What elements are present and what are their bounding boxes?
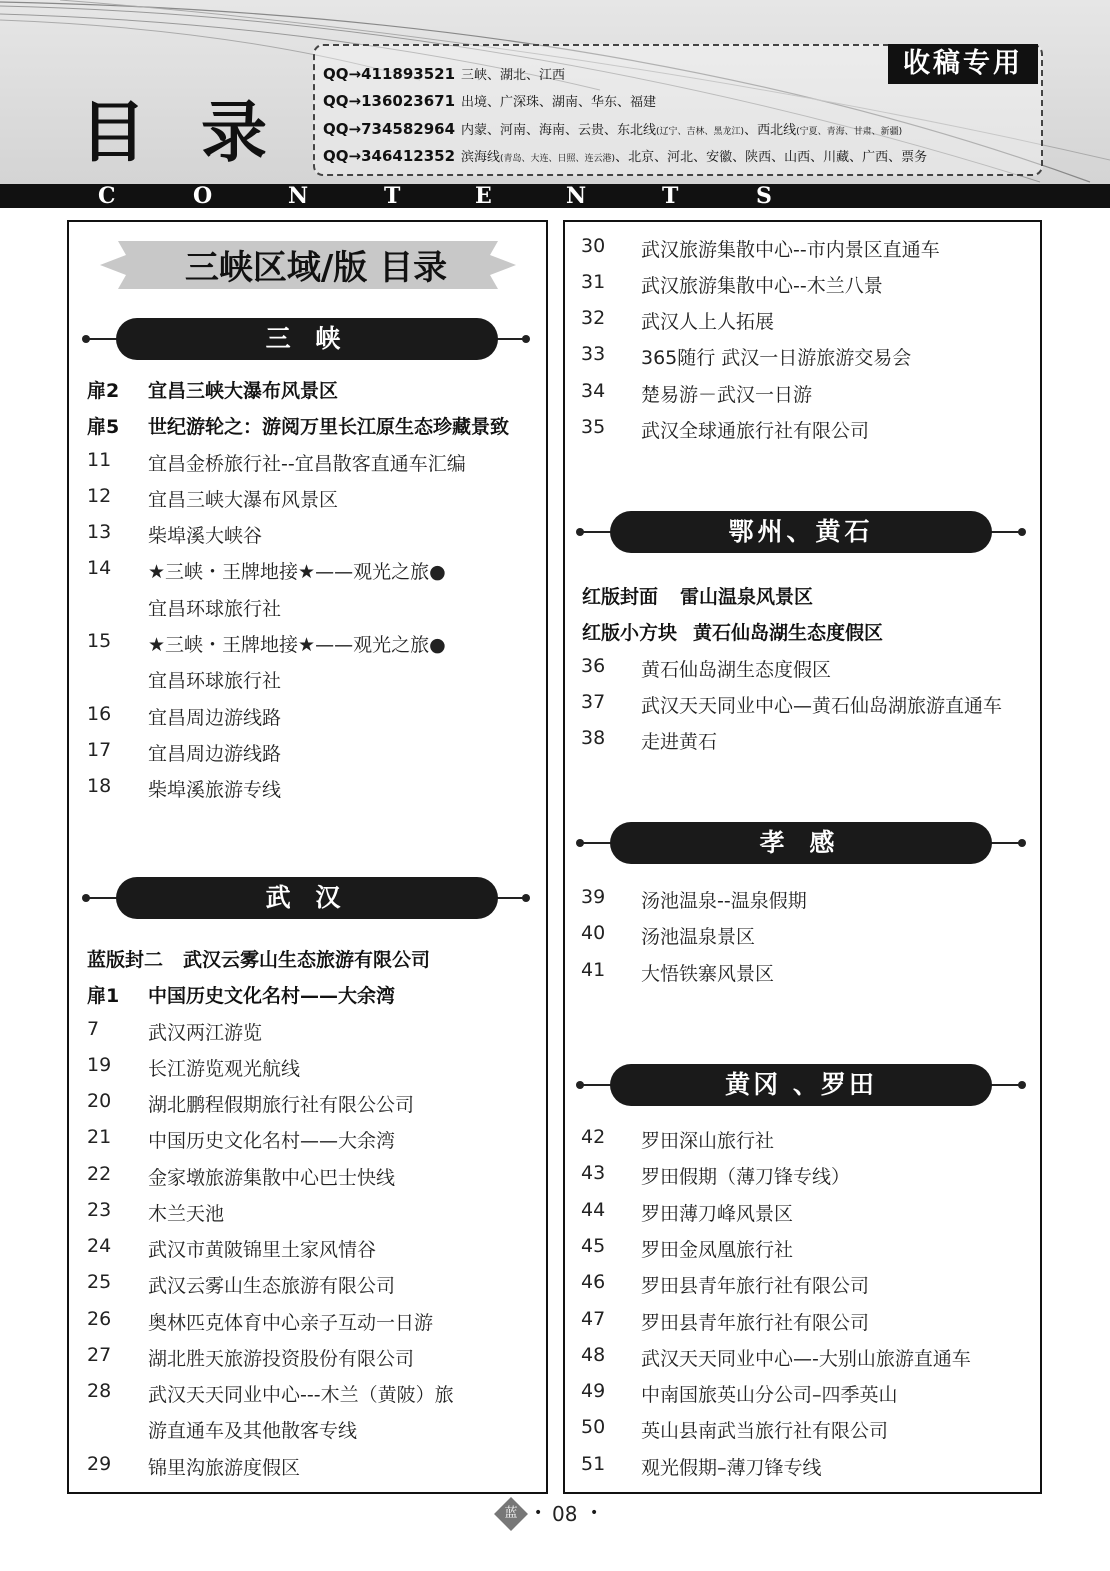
entry-page: 红版封面 bbox=[582, 586, 659, 608]
left-banner-title: 三峡区域/版 目录 bbox=[184, 248, 448, 288]
entry-title: 宜昌金桥旅行社--宜昌散客直通车汇编 bbox=[148, 453, 466, 475]
divider-dot bbox=[576, 839, 584, 847]
entry-title: 罗田县青年旅行社有限公司 bbox=[641, 1275, 870, 1297]
entry-page: 34 bbox=[581, 380, 606, 402]
qq-line-1 bbox=[323, 64, 565, 83]
entry-title: 锦里沟旅游度假区 bbox=[148, 1457, 301, 1479]
entry-title: 英山县南武当旅行社有限公司 bbox=[641, 1420, 889, 1442]
entry-title: 中国历史文化名村——大余湾 bbox=[148, 985, 396, 1007]
entry-page: 42 bbox=[581, 1126, 606, 1148]
entry-page: 31 bbox=[581, 271, 606, 293]
entry-page: 扉2 bbox=[87, 380, 120, 402]
entry-page: 29 bbox=[87, 1453, 112, 1475]
entry-title: 奥林匹克体育中心亲子互动一日游 bbox=[148, 1312, 434, 1334]
entry-page: 38 bbox=[581, 727, 606, 749]
entry-page: 35 bbox=[581, 416, 606, 438]
entry-title: 武汉旅游集散中心--木兰八景 bbox=[641, 275, 883, 297]
entry-title: 走进黄石 bbox=[641, 731, 718, 753]
entry-title: 武汉全球通旅行社有限公司 bbox=[641, 420, 870, 442]
entry-title: 武汉人上人拓展 bbox=[641, 311, 775, 333]
entry-title: 雷山温泉风景区 bbox=[680, 586, 814, 608]
entry-page: 15 bbox=[87, 630, 112, 652]
entry-page: 32 bbox=[581, 307, 606, 329]
entry-title: 柴埠溪旅游专线 bbox=[148, 779, 282, 801]
entry-title: 黄石仙岛湖生态度假区 bbox=[693, 622, 884, 644]
entry-page: 26 bbox=[87, 1308, 112, 1330]
entry-page: 27 bbox=[87, 1344, 112, 1366]
footer-badge-label: 蓝 bbox=[504, 1506, 518, 1521]
entry-page: 24 bbox=[87, 1235, 112, 1257]
entry-title: 楚易游－武汉一日游 bbox=[641, 384, 813, 406]
entry-title: 罗田金凤凰旅行社 bbox=[641, 1239, 794, 1261]
entry-page: 14 bbox=[87, 557, 112, 579]
entry-page: 18 bbox=[87, 775, 112, 797]
entry-title: 黄石仙岛湖生态度假区 bbox=[641, 659, 832, 681]
entry-page: 36 bbox=[581, 655, 606, 677]
entry-title: 大悟铁寨风景区 bbox=[641, 963, 775, 985]
entry-page: 23 bbox=[87, 1199, 112, 1221]
entry-page: 25 bbox=[87, 1271, 112, 1293]
entry-title: 宜昌三峡大瀑布风景区 bbox=[148, 380, 339, 402]
qq-regions: 、北京、河北、安徽、陕西、山西、川藏、广西、票务 bbox=[615, 150, 928, 165]
entry-title: 罗田薄刀峰风景区 bbox=[641, 1203, 794, 1225]
entry-title: 汤池温泉景区 bbox=[641, 926, 756, 948]
entry-title: 宜昌环球旅行社 bbox=[148, 670, 282, 692]
qq-regions: 出境、广深珠、湖南、华东、福建 bbox=[461, 95, 657, 110]
contents-letter: N bbox=[566, 183, 587, 209]
entry-page: 红版小方块 bbox=[582, 622, 678, 644]
divider-dot bbox=[522, 894, 530, 902]
divider-dot bbox=[1018, 839, 1026, 847]
entry-page: 41 bbox=[581, 959, 606, 981]
section-heading-xiaogan: 孝 感 bbox=[610, 822, 992, 864]
entry-page: 44 bbox=[581, 1199, 606, 1221]
divider-dot bbox=[576, 528, 584, 536]
entry-page: 扉1 bbox=[87, 985, 120, 1007]
entry-page: 30 bbox=[581, 235, 606, 257]
header bbox=[0, 0, 1110, 185]
entry-page: 47 bbox=[581, 1308, 606, 1330]
bullet-icon: • bbox=[590, 1505, 599, 1521]
entry-page: 37 bbox=[581, 691, 606, 713]
entry-title: 宜昌三峡大瀑布风景区 bbox=[148, 489, 339, 511]
entry-title: ★三峡・王牌地接★——观光之旅● bbox=[148, 561, 446, 583]
entry-page: 48 bbox=[581, 1344, 606, 1366]
contents-letter: E bbox=[475, 183, 492, 209]
entry-page: 扉5 bbox=[87, 416, 120, 438]
qq-regions: 、西北线 bbox=[744, 123, 797, 138]
qq-number: QQ→734582964 bbox=[323, 120, 456, 138]
entry-title: 长江游览观光航线 bbox=[148, 1058, 301, 1080]
entry-title: 木兰天池 bbox=[148, 1203, 225, 1225]
section-heading-huanggang-luotian: 黄冈 、罗田 bbox=[610, 1064, 992, 1106]
entry-title: 宜昌周边游线路 bbox=[148, 707, 282, 729]
qq-region-note: (宁夏、青海、甘肃、新疆) bbox=[796, 127, 903, 137]
section-heading-sanxia: 三 峡 bbox=[116, 318, 498, 360]
entry-page: 20 bbox=[87, 1090, 112, 1112]
entry-page: 33 bbox=[581, 343, 606, 365]
entry-title: 金家墩旅游集散中心巴士快线 bbox=[148, 1167, 396, 1189]
entry-title: 宜昌环球旅行社 bbox=[148, 598, 282, 620]
qq-line-2 bbox=[323, 91, 656, 110]
contents-letter: T bbox=[384, 183, 401, 209]
qq-number: QQ→411893521 bbox=[323, 65, 456, 83]
qq-regions: 内蒙、河南、海南、云贵、东北线 bbox=[461, 123, 657, 138]
entry-title: 武汉天天同业中心—黄石仙岛湖旅游直通车 bbox=[641, 695, 1003, 717]
contents-letter: S bbox=[756, 183, 772, 209]
entry-title: 中南国旅英山分公司–四季英山 bbox=[641, 1384, 898, 1406]
entry-title: 武汉天天同业中心—-大别山旅游直通车 bbox=[641, 1348, 971, 1370]
bullet-icon: • bbox=[534, 1505, 543, 1521]
entry-title: 湖北胜天旅游投资股份有限公司 bbox=[148, 1348, 415, 1370]
entry-title: 武汉云雾山生态旅游有限公司 bbox=[148, 1275, 396, 1297]
divider-dot bbox=[82, 894, 90, 902]
entry-page: 40 bbox=[581, 922, 606, 944]
entry-title: 罗田深山旅行社 bbox=[641, 1130, 775, 1152]
entry-title: 游直通车及其他散客专线 bbox=[148, 1420, 358, 1442]
contents-bar bbox=[0, 184, 1110, 208]
page-number: 08 bbox=[552, 1502, 578, 1526]
entry-page: 49 bbox=[581, 1380, 606, 1402]
entry-page: 46 bbox=[581, 1271, 606, 1293]
entry-page: 13 bbox=[87, 521, 112, 543]
page-footer bbox=[0, 1500, 1110, 1530]
entry-page: 39 bbox=[581, 886, 606, 908]
contents-letter: N bbox=[288, 183, 309, 209]
entry-page: 19 bbox=[87, 1054, 112, 1076]
entry-title: 中国历史文化名村——大余湾 bbox=[148, 1130, 396, 1152]
entry-page: 45 bbox=[581, 1235, 606, 1257]
qq-region-note: (青岛、大连、日照、连云港) bbox=[500, 154, 616, 164]
entry-page: 50 bbox=[581, 1416, 606, 1438]
entry-title: 湖北鹏程假期旅行社有限公公司 bbox=[148, 1094, 415, 1116]
entry-title: 武汉市黄陂锦里土家风情谷 bbox=[148, 1239, 377, 1261]
section-heading-ezhou-huangshi: 鄂州、黄石 bbox=[610, 511, 992, 553]
contents-letter: C bbox=[98, 183, 116, 209]
entry-title: 武汉旅游集散中心--市内景区直通车 bbox=[641, 239, 940, 261]
contents-letter: O bbox=[193, 183, 213, 209]
entry-title: 宜昌周边游线路 bbox=[148, 743, 282, 765]
divider-dot bbox=[576, 1081, 584, 1089]
entry-title: 柴埠溪大峡谷 bbox=[148, 525, 263, 547]
entry-title: 世纪游轮之：游阅万里长江原生态珍藏景致 bbox=[148, 416, 510, 438]
divider-dot bbox=[522, 335, 530, 343]
entry-title: 武汉两江游览 bbox=[148, 1022, 263, 1044]
divider-dot bbox=[1018, 1081, 1026, 1089]
submission-stamp: 收稿专用 bbox=[888, 44, 1038, 84]
entry-page: 17 bbox=[87, 739, 112, 761]
divider-dot bbox=[82, 335, 90, 343]
entry-page: 21 bbox=[87, 1126, 112, 1148]
entry-page: 7 bbox=[87, 1018, 100, 1040]
entry-page: 43 bbox=[581, 1162, 606, 1184]
entry-page: 22 bbox=[87, 1163, 112, 1185]
qq-number: QQ→346412352 bbox=[323, 147, 456, 165]
entry-title: ★三峡・王牌地接★——观光之旅● bbox=[148, 634, 446, 656]
entry-page: 11 bbox=[87, 449, 112, 471]
divider-dot bbox=[1018, 528, 1026, 536]
qq-line-4 bbox=[323, 146, 927, 165]
entry-title: 罗田县青年旅行社有限公司 bbox=[641, 1312, 870, 1334]
qq-number: QQ→136023671 bbox=[323, 92, 456, 110]
entry-title: 罗田假期（薄刀锋专线） bbox=[641, 1166, 851, 1188]
qq-region-note: (辽宁、吉林、黑龙江) bbox=[656, 127, 745, 137]
page-title: 目 录 bbox=[80, 94, 283, 171]
entry-page: 51 bbox=[581, 1453, 606, 1475]
entry-title: 武汉云雾山生态旅游有限公司 bbox=[183, 949, 431, 971]
entry-page: 蓝版封二 bbox=[87, 949, 164, 971]
entry-page: 16 bbox=[87, 703, 112, 725]
entry-page: 12 bbox=[87, 485, 112, 507]
entry-title: 武汉天天同业中心---木兰（黄陂）旅 bbox=[148, 1384, 454, 1406]
entry-title: 365随行 武汉一日游旅游交易会 bbox=[641, 347, 912, 369]
qq-regions: 滨海线 bbox=[461, 150, 501, 165]
entry-title: 观光假期–薄刀锋专线 bbox=[641, 1457, 822, 1479]
entry-page: 28 bbox=[87, 1380, 112, 1402]
qq-regions: 三峡、湖北、江西 bbox=[461, 68, 566, 83]
contents-letter: T bbox=[662, 183, 679, 209]
qq-line-3 bbox=[323, 119, 902, 138]
section-heading-wuhan: 武 汉 bbox=[116, 877, 498, 919]
entry-title: 汤池温泉--温泉假期 bbox=[641, 890, 807, 912]
